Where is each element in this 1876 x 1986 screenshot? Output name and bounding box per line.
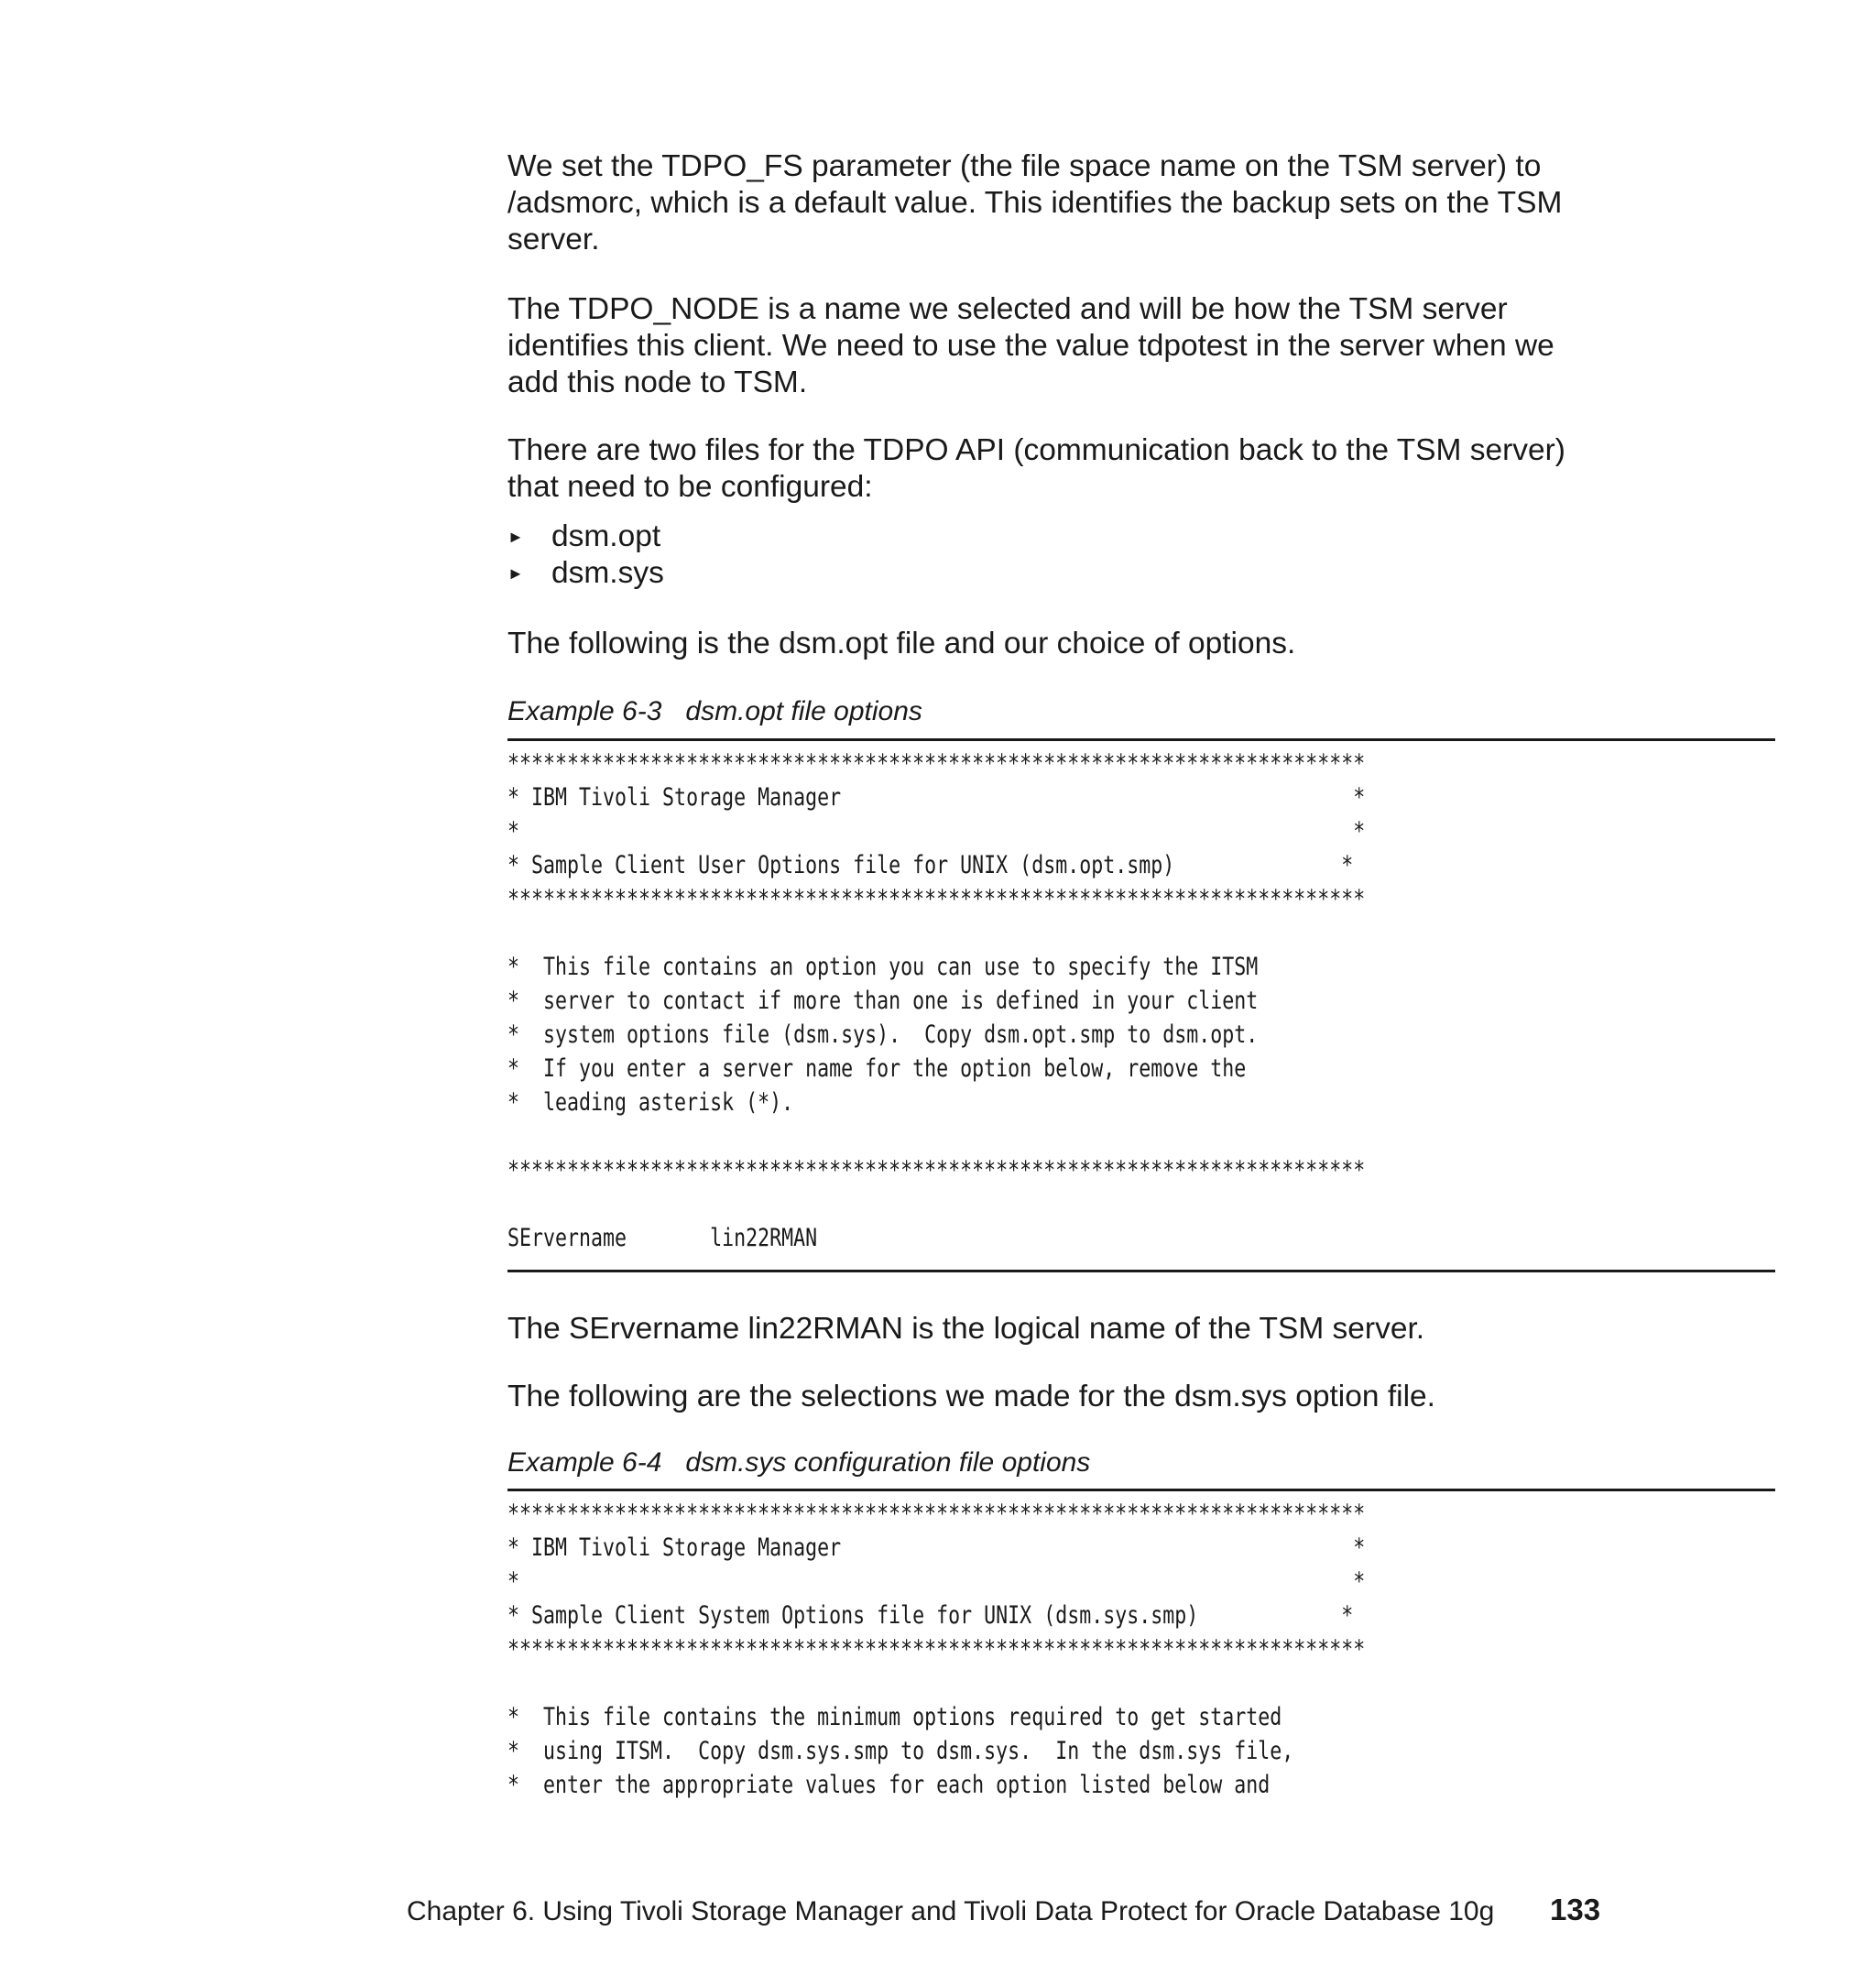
code-line: * system options file (dsm.sys). Copy dsm.opt.smp to dsm.opt. bbox=[507, 1020, 1259, 1049]
code-line: * leading asterisk (*). bbox=[507, 1088, 794, 1117]
code-line: * IBM Tivoli Storage Manager * bbox=[507, 783, 1366, 812]
code-line: * server to contact if more than one is defined in your client bbox=[507, 987, 1259, 1015]
code-block-dsm-sys bbox=[507, 1497, 1365, 1802]
paragraph-line: The following are the selections we made for the dsm.sys option file. bbox=[507, 1380, 1435, 1413]
paragraph-dsm-sys-intro bbox=[507, 1379, 1634, 1415]
example-title: dsm.opt file options bbox=[685, 696, 922, 726]
paragraph-line: server. bbox=[507, 223, 600, 256]
example-title: dsm.sys configuration file options bbox=[685, 1447, 1091, 1478]
example-top-rule bbox=[507, 1489, 1775, 1491]
paragraph-dsm-opt-intro bbox=[507, 626, 1634, 662]
paragraph-tdpo-node bbox=[507, 291, 1634, 401]
paragraph-tdpo-fs bbox=[507, 148, 1634, 258]
paragraph-line: The following is the dsm.opt file and our choice of options. bbox=[507, 627, 1296, 660]
example-number: Example 6-4 bbox=[507, 1447, 662, 1478]
code-line: * Sample Client System Options file for UNIX (dsm.sys.smp) * bbox=[507, 1601, 1354, 1630]
code-line: * enter the appropriate values for each option listed below and bbox=[507, 1771, 1271, 1799]
code-line bbox=[507, 916, 1365, 950]
code-line: * * bbox=[507, 1567, 1366, 1596]
code-line: * If you enter a server name for the option below, remove the bbox=[507, 1054, 1247, 1083]
code-line: * Sample Client User Options file for UNIX (dsm.opt.smp) * bbox=[507, 851, 1354, 879]
example-caption bbox=[507, 1447, 1090, 1479]
page-number: 133 bbox=[1550, 1893, 1601, 1926]
list-item-label: dsm.sys bbox=[551, 556, 664, 590]
paragraph-servername-note bbox=[507, 1311, 1634, 1348]
list-item bbox=[507, 555, 664, 592]
code-block-dsm-opt bbox=[507, 747, 1365, 1255]
code-line bbox=[507, 1187, 1365, 1221]
paragraph-line: that need to be configured: bbox=[507, 470, 873, 504]
code-line bbox=[507, 1666, 1365, 1700]
example-caption bbox=[507, 696, 922, 727]
config-file-list bbox=[507, 518, 664, 592]
code-line bbox=[507, 1119, 1365, 1153]
example-bottom-rule bbox=[507, 1270, 1775, 1272]
example-number: Example 6-3 bbox=[507, 696, 662, 726]
paragraph-line: The SErvername lin22RMAN is the logical name of the TSM server. bbox=[507, 1312, 1425, 1346]
example-top-rule bbox=[507, 738, 1775, 741]
code-line: ************************************************************************ bbox=[507, 1500, 1366, 1528]
code-line: ************************************************************************ bbox=[507, 885, 1366, 913]
paragraph-line: There are two files for the TDPO API (communication back to the TSM server) bbox=[507, 433, 1565, 467]
paragraph-line: identifies this client. We need to use the value tdpotest in the server when we bbox=[507, 329, 1554, 363]
triangle-bullet-icon: ► bbox=[507, 528, 524, 546]
code-line: ************************************************************************ bbox=[507, 749, 1366, 778]
paragraph-api-files bbox=[507, 432, 1634, 506]
code-line: * * bbox=[507, 817, 1366, 846]
paragraph-line: add this node to TSM. bbox=[507, 366, 808, 399]
code-line: ************************************************************************ bbox=[507, 1635, 1366, 1664]
code-line: * using ITSM. Copy dsm.sys.smp to dsm.sys. In the dsm.sys file, bbox=[507, 1737, 1294, 1765]
paragraph-line: The TDPO_NODE is a name we selected and will be how the TSM server bbox=[507, 292, 1508, 326]
footer-chapter-title: Chapter 6. Using Tivoli Storage Manager and Tivoli Data Protect for Oracle Database 10g bbox=[407, 1896, 1495, 1926]
code-line: * This file contains the minimum options required to get started bbox=[507, 1703, 1282, 1731]
list-item bbox=[507, 518, 664, 555]
code-line: SErvername lin22RMAN bbox=[507, 1224, 818, 1252]
paragraph-line: We set the TDPO_FS parameter (the file space name on the TSM server) to bbox=[507, 149, 1542, 183]
code-line: ************************************************************************ bbox=[507, 1156, 1366, 1184]
paragraph-line: /adsmorc, which is a default value. This identifies the backup sets on the TSM bbox=[507, 186, 1563, 220]
code-line: * This file contains an option you can use to specify the ITSM bbox=[507, 953, 1259, 981]
list-item-label: dsm.opt bbox=[551, 519, 661, 553]
triangle-bullet-icon: ► bbox=[507, 564, 524, 583]
code-line: * IBM Tivoli Storage Manager * bbox=[507, 1533, 1366, 1562]
